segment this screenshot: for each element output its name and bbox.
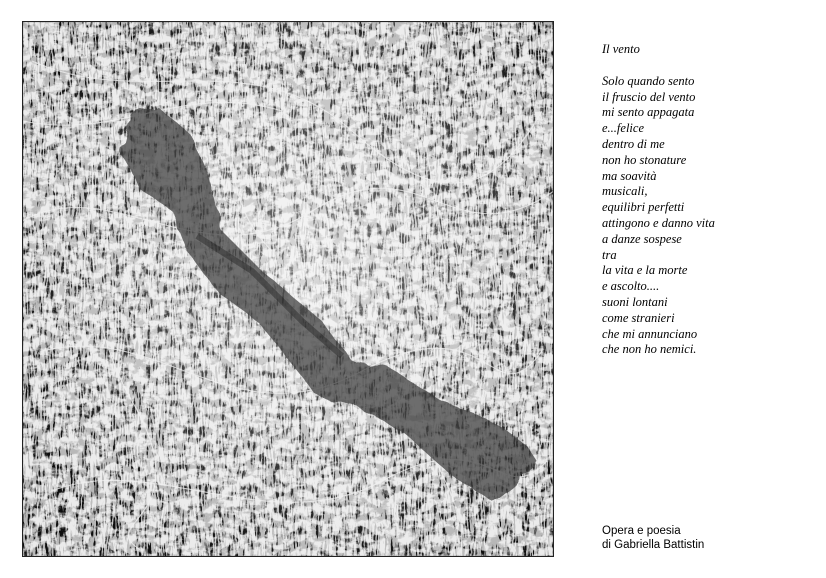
poem-line: equilibri perfetti: [602, 200, 685, 215]
poem-line: che mi annunciano: [602, 326, 698, 341]
poem: [602, 42, 812, 358]
poem-line: e ascolto....: [602, 279, 660, 294]
poem-line: il fruscio del vento: [602, 89, 696, 104]
poem-line: Solo quando sento: [602, 73, 695, 88]
poem-line: suoni lontani: [602, 294, 668, 309]
poem-line: la vita e la morte: [602, 263, 688, 278]
poem-line: non ho stonature: [602, 152, 687, 167]
poem-line: musicali,: [602, 184, 648, 199]
poem-line: dentro di me: [602, 136, 665, 151]
abstract-painting: [22, 21, 554, 557]
poem-line: e...felice: [602, 121, 644, 136]
credit-line-2: di Gabriella Battistin: [602, 539, 705, 551]
poem-line: mi sento appagata: [602, 105, 695, 120]
poem-title: Il vento: [602, 42, 640, 56]
credit-line-1: Opera e poesia: [602, 525, 681, 537]
artist-credit: [602, 524, 812, 552]
poem-body: [602, 74, 812, 358]
poem-line: tra: [602, 247, 617, 262]
painting-canvas: [22, 21, 554, 557]
poem-line: come stranieri: [602, 310, 675, 325]
poem-line: attingono e danno vita: [602, 215, 715, 230]
poem-line: che non ho nemici.: [602, 342, 697, 357]
poem-line: ma soavità: [602, 168, 657, 183]
poem-line: a danze sospese: [602, 231, 682, 246]
